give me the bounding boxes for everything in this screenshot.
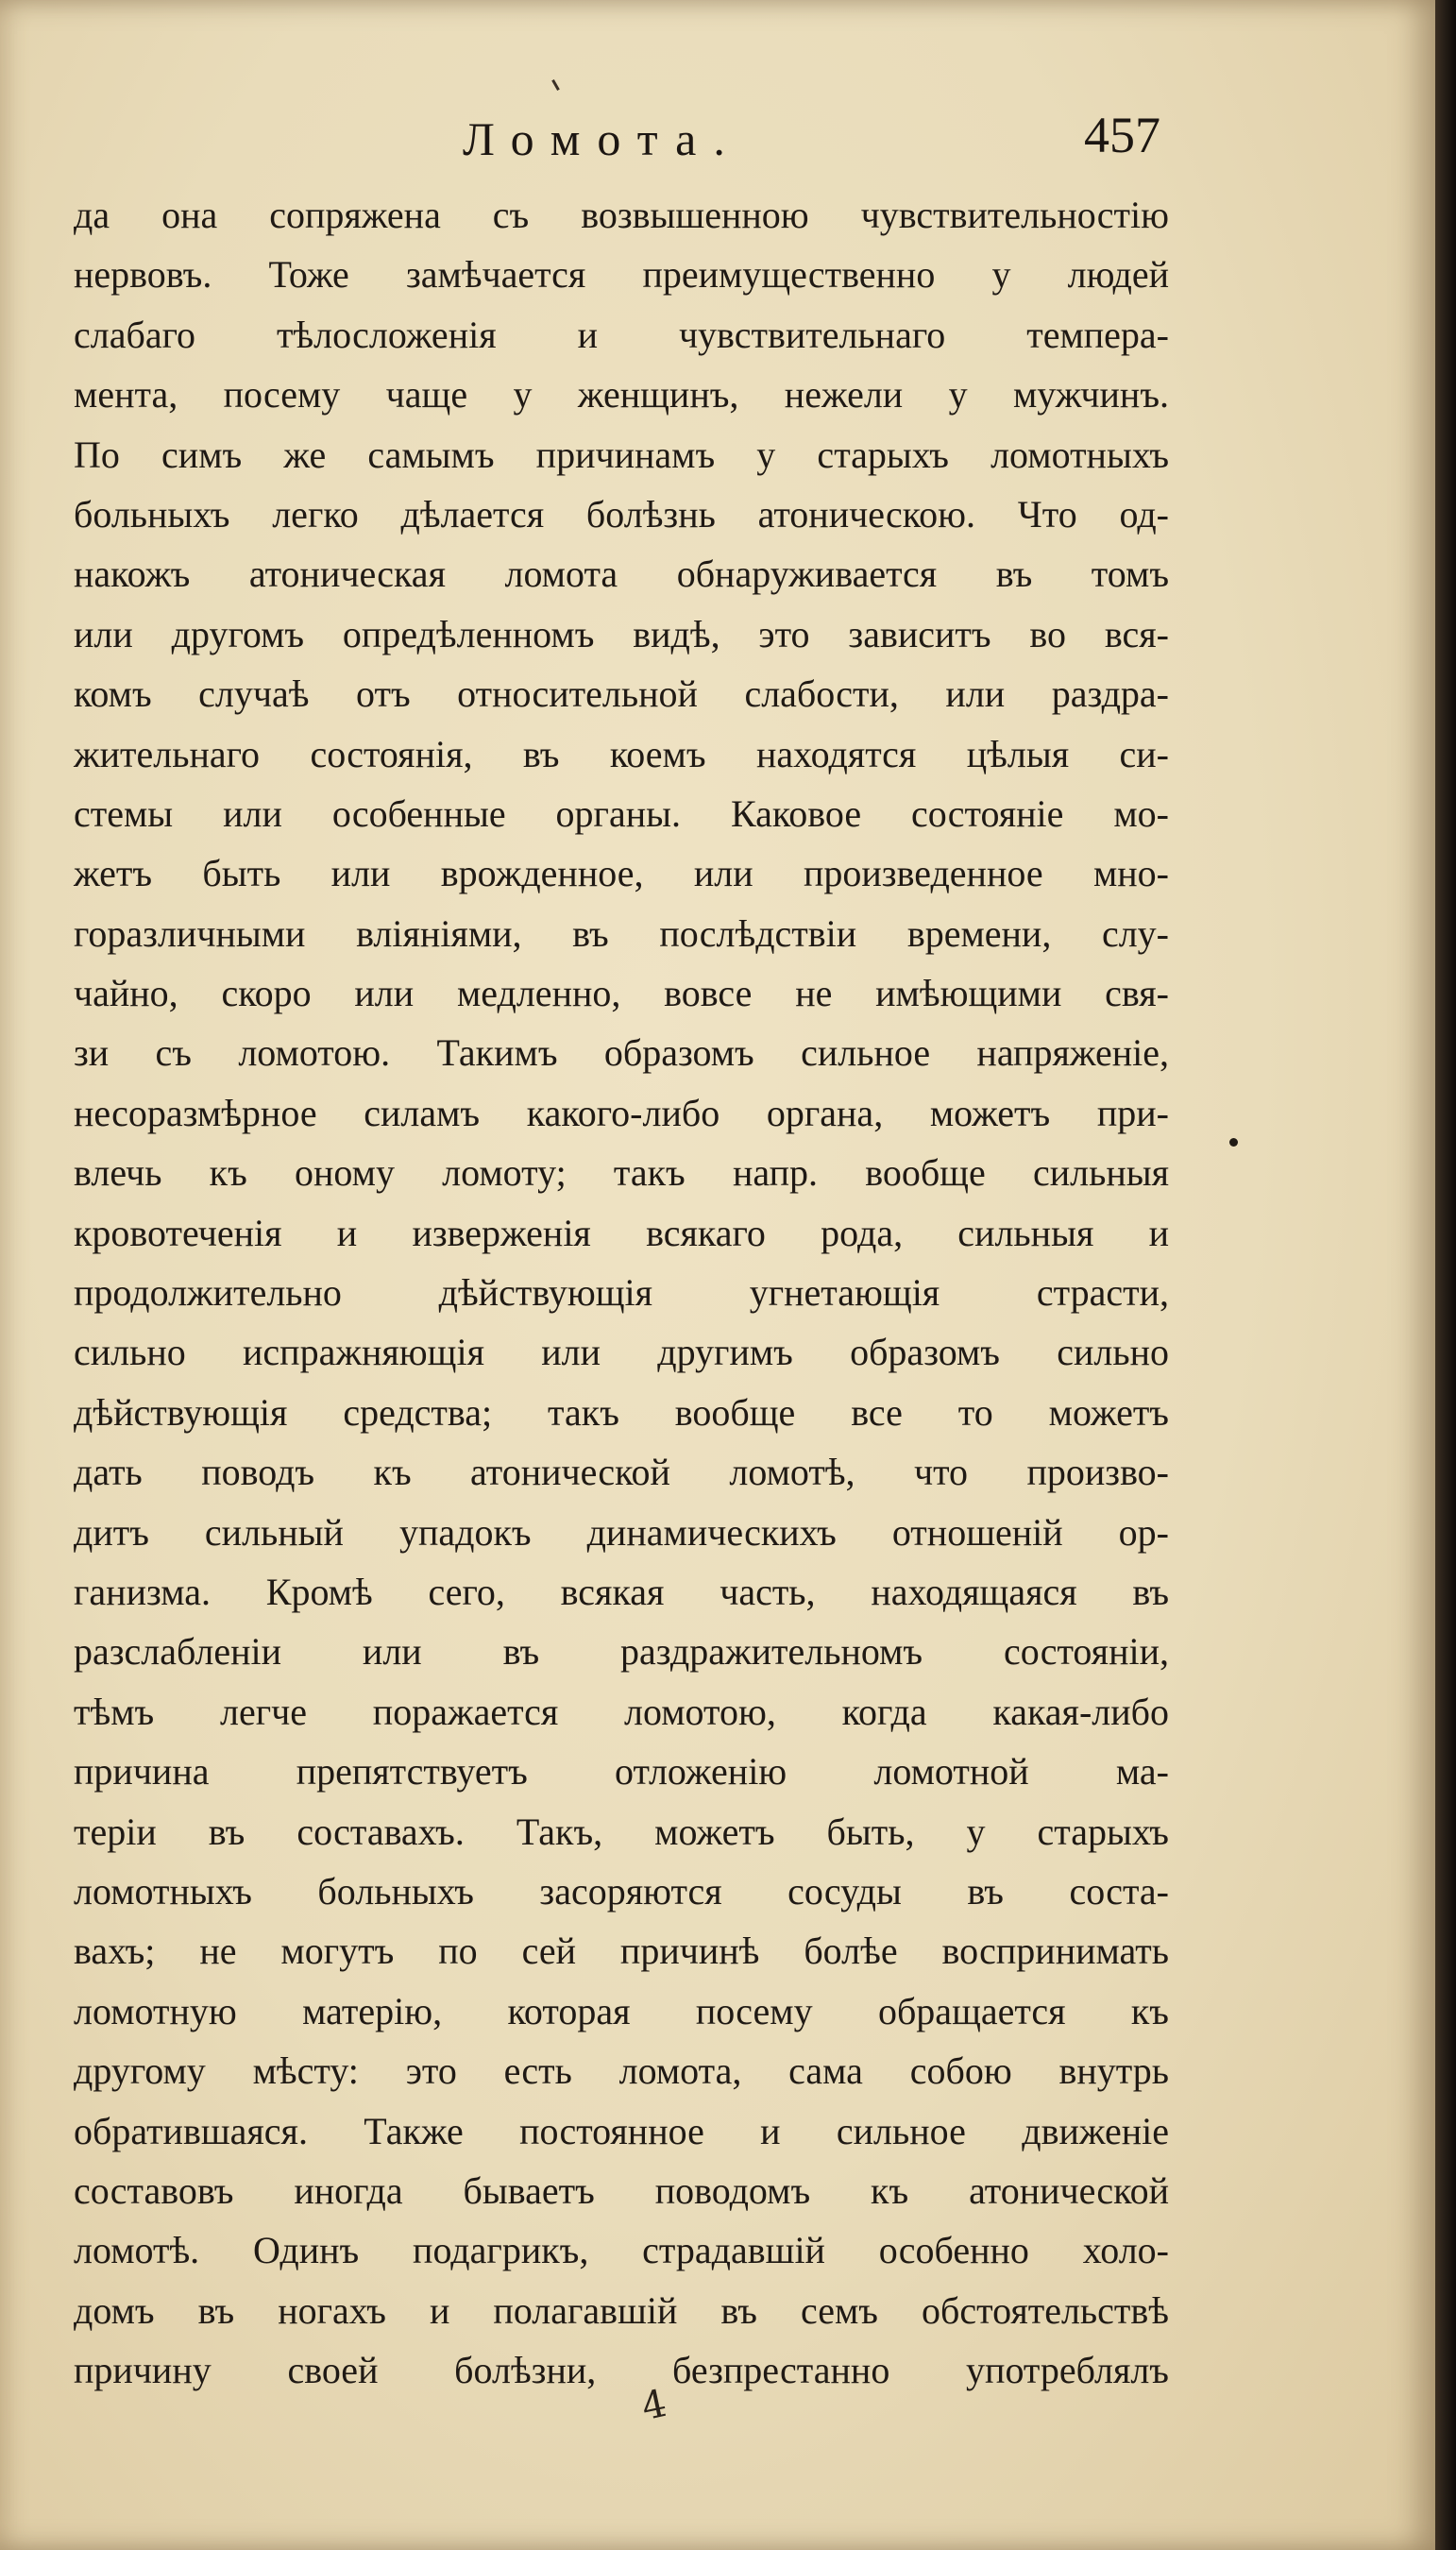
text-line: теріи въ составахъ. Такъ, можетъ быть, у старыхъ	[74, 1810, 1169, 1853]
ink-speck	[1229, 1138, 1238, 1147]
text-line: тѣмъ легче поражается ломотою, когда какая-либо	[74, 1690, 1169, 1733]
text-line: зи съ ломотою. Такимъ образомъ сильное напряженіе,	[74, 1031, 1169, 1075]
text-line: причина препятствуетъ отложенію ломотной ма-	[74, 1750, 1169, 1794]
text-line: нервовъ. Тоже замѣчается преимущественно у людей	[74, 253, 1169, 297]
text-line: дѣйствующія средства; такъ вообще все то можетъ	[74, 1390, 1169, 1434]
ink-speck	[551, 79, 560, 91]
text-line: составовъ иногда бываетъ поводомъ къ атонической	[74, 2168, 1169, 2212]
text-line: комъ случаѣ отъ относительной слабости, или раздра-	[74, 672, 1169, 716]
text-line: разслабленіи или въ раздражительномъ состояніи,	[74, 1630, 1169, 1674]
text-line: ломотѣ. Одинъ подагрикъ, страдавшій особенно холо-	[74, 2229, 1169, 2272]
text-line: жительнаго состоянія, въ коемъ находятся цѣлыя си-	[74, 732, 1169, 775]
text-line: жетъ быть или врожденное, или произведенное мно-	[74, 852, 1169, 895]
text-line: дать поводъ къ атонической ломотѣ, что произво-	[74, 1451, 1169, 1494]
text-line: или другомъ опредѣленномъ видѣ, это зависитъ во вся-	[74, 612, 1169, 655]
page-title: Ломота.	[463, 112, 742, 165]
signature-mark: 4	[637, 2381, 670, 2430]
text-line: ломотную матерію, которая посему обращается къ	[74, 1989, 1169, 2032]
text-line: стемы или особенные органы. Каковое состояніе мо-	[74, 791, 1169, 835]
text-line: ганизма. Кромѣ сего, всякая часть, находящаяся въ	[74, 1570, 1169, 1613]
text-line: домъ въ ногахъ и полагавшій въ семъ обстоятельствѣ	[74, 2288, 1169, 2332]
text-line: другому мѣсту: это есть ломота, сама собою внутрь	[74, 2049, 1169, 2093]
scan-edge	[1435, 0, 1456, 2550]
text-line: влечь къ оному ломоту; такъ напр. вообще сильныя	[74, 1151, 1169, 1195]
text-line: накожъ атоническая ломота обнаруживается въ томъ	[74, 552, 1169, 596]
text-line: сильно испражняющія или другимъ образомъ сильно	[74, 1331, 1169, 1374]
running-head	[0, 107, 1435, 178]
text-line: чайно, скоро или медленно, вовсе не имѣющими свя-	[74, 972, 1169, 1015]
text-line: обратившаяся. Также постоянное и сильное движеніе	[74, 2109, 1169, 2152]
text-line: дитъ сильный упадокъ динамическихъ отношеній ор-	[74, 1510, 1169, 1554]
text-line: слабаго тѣлосложенія и чувствительнаго темпера-	[74, 313, 1169, 356]
text-line: причину своей болѣзни, безпрестанно употреблялъ	[74, 2349, 1169, 2392]
text-line: горазличными вліяніями, въ послѣдствіи времени, слу-	[74, 911, 1169, 955]
text-line: больныхъ легко дѣлается болѣзнь атоническою. Что од-	[74, 492, 1169, 536]
text-line: По симъ же самымъ причинамъ у старыхъ ломотныхъ	[74, 433, 1169, 476]
text-line: кровотеченія и изверженія всякаго рода, сильныя и	[74, 1211, 1169, 1254]
text-line: вахъ; не могутъ по сей причинѣ болѣе воспринимать	[74, 1930, 1169, 1973]
text-line: продолжительно дѣйствующія угнетающія страсти,	[74, 1271, 1169, 1315]
text-line: ломотныхъ больныхъ засоряются сосуды въ соста-	[74, 1869, 1169, 1912]
page-number: 457	[1084, 107, 1160, 163]
body-text	[74, 185, 1169, 2400]
text-line: мента, посему чаще у женщинъ, нежели у мужчинъ.	[74, 373, 1169, 416]
text-line: да она сопряжена съ возвышенною чувствительностію	[74, 194, 1169, 236]
text-line: несоразмѣрное силамъ какого-либо органа, можетъ при-	[74, 1091, 1169, 1134]
